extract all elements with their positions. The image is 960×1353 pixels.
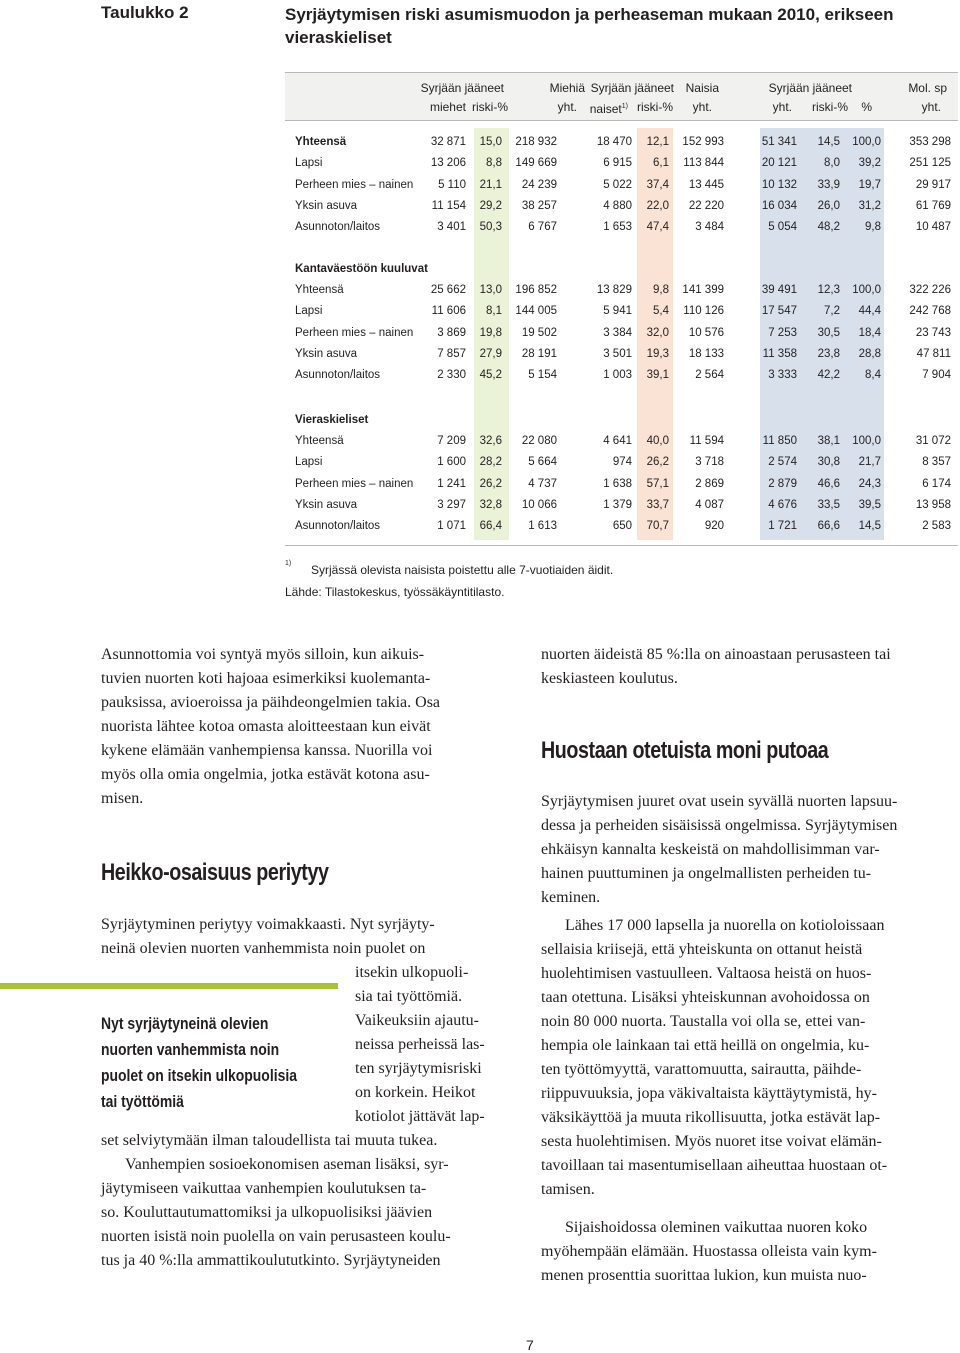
table-cell: 26,2 — [479, 477, 502, 490]
table-cell: 30,5 — [817, 326, 840, 339]
table-cell: 100,0 — [852, 136, 881, 148]
text-line: ten työttömyyttä, varattomuutta, sairautta, päihde- — [541, 1061, 862, 1078]
table-cell: 19,7 — [858, 178, 881, 191]
source-note: Lähde: Tilastokeskus, työssäkäyntitilasto. — [285, 585, 505, 599]
right-paragraph-3 — [541, 914, 887, 1202]
table-cell: 242 768 — [909, 305, 951, 318]
page-number: 7 — [526, 1337, 534, 1353]
table-cell: 70,7 — [646, 520, 669, 533]
text-line: Syrjäytymisen juuret ovat usein syvällä nuorten lapsuu- — [541, 793, 898, 810]
row-label: Asunnoton/laitos — [295, 520, 381, 533]
table-cell: 20 121 — [761, 157, 797, 170]
row-label: Yhteensä — [295, 284, 344, 296]
text-line: menen prosenttia suorittaa lukion, kun muista nuo- — [541, 1267, 867, 1284]
table-cell: 3 297 — [437, 498, 466, 511]
table-row — [0, 175, 960, 196]
text-line: myös olla omia ongelmia, jotka estävät kotona asu- — [101, 766, 430, 783]
table-cell: 27,9 — [479, 347, 502, 360]
table-top-rule — [285, 72, 958, 73]
table-row — [0, 344, 960, 365]
table-row — [0, 196, 960, 217]
table-cell: 6 767 — [528, 221, 557, 234]
table-cell: 353 298 — [909, 136, 951, 148]
table-cell: 32,0 — [646, 326, 669, 339]
row-label: Asunnoton/laitos — [295, 221, 381, 234]
table-cell: 11 850 — [762, 435, 797, 447]
right-paragraph-4 — [541, 1216, 877, 1288]
table-cell: 1 613 — [528, 520, 557, 533]
table-cell: 38 257 — [521, 199, 557, 212]
table-cell: 19,3 — [646, 347, 669, 360]
table-cell: 1 600 — [437, 456, 466, 469]
table-cell: 28 191 — [521, 347, 557, 360]
table-cell: 11 594 — [689, 435, 724, 447]
table-cell: 14,5 — [858, 520, 881, 533]
table-cell: 1 241 — [437, 477, 466, 490]
table-cell: 6 915 — [603, 157, 632, 170]
header-risk-women: riski-% — [637, 100, 673, 114]
table-cell: 149 669 — [515, 157, 557, 170]
text-line: huolehtimisen vastuulleen. Valtaosa heistä on huos- — [541, 965, 872, 982]
row-label: Perheen mies – nainen — [295, 178, 414, 191]
table-cell: 61 769 — [915, 199, 951, 212]
text-line: Vanhempien sosioekonomisen aseman lisäksi, syr- — [125, 1156, 449, 1173]
text-line: misen. — [101, 790, 144, 807]
table-row — [0, 323, 960, 344]
table-cell: 100,0 — [852, 435, 881, 447]
text-line: set selviytymään ilman taloudellista tai muuta tukea. — [101, 1132, 438, 1149]
table-row — [0, 365, 960, 386]
table-cell: 9,8 — [653, 284, 669, 296]
table-cell: 40,0 — [646, 435, 669, 447]
left-paragraph-2 — [101, 913, 435, 961]
text-line: tamisen. — [541, 1181, 595, 1198]
text-line: nuorista lähtee kotoa omasta aloitteestaan kun eivät — [101, 718, 431, 735]
left-paragraph-3 — [101, 1153, 451, 1273]
table-cell: 5 154 — [528, 369, 557, 382]
text-line: kotiolot jättävät lap- — [355, 1108, 485, 1125]
table-row — [0, 280, 960, 301]
row-label: Lapsi — [295, 157, 323, 170]
header-risk-total: riski-% — [812, 100, 848, 114]
table-cell: 196 852 — [515, 284, 557, 296]
table-cell: 28,2 — [479, 456, 502, 469]
table-cell: 4 880 — [603, 199, 632, 212]
table-cell: 7 904 — [922, 369, 951, 382]
table-cell: 42,2 — [817, 369, 840, 382]
row-label: Perheen mies – nainen — [295, 326, 414, 339]
text-line: pauksissa, avioeroissa ja päihdeongelmien takia. Osa — [101, 694, 441, 711]
text-line: hempia ole lainkaan tai että heillä on ongelmia, ku- — [541, 1037, 870, 1054]
table-cell: 50,3 — [479, 221, 502, 234]
table-cell: 12,1 — [646, 136, 669, 148]
row-label: Lapsi — [295, 456, 323, 469]
table-cell: 3 384 — [603, 326, 632, 339]
text-line: Syrjäytyminen periytyy voimakkaasti. Nyt syrjäyty- — [101, 916, 435, 933]
table-cell: 7 253 — [768, 326, 797, 339]
table-cell: 51 341 — [761, 136, 797, 148]
table-cell: 45,2 — [479, 369, 502, 382]
table-cell: 2 869 — [695, 477, 724, 490]
header-total-excluded-yht: yht. — [772, 100, 792, 114]
table-cell: 1 721 — [768, 520, 797, 533]
header-women-total-yht: yht. — [692, 100, 712, 114]
table-cell: 19 502 — [521, 326, 557, 339]
table-cell: 11 358 — [762, 347, 797, 360]
text-line: tuvien nuorten koti hajoaa esimerkiksi kuolemanta- — [101, 670, 431, 687]
left-paragraph-1 — [101, 643, 440, 811]
table-cell: 18 470 — [596, 136, 632, 148]
table-row — [0, 301, 960, 322]
table-cell: 2 564 — [695, 369, 724, 382]
row-label: Lapsi — [295, 305, 323, 318]
table-row — [0, 217, 960, 238]
text-line: nuorten äideistä 85 %:lla on ainoastaan perusasteen tai — [541, 646, 891, 663]
table-cell: 33,5 — [817, 498, 840, 511]
text-line: puolet on itsekin ulkopuolisia — [101, 1066, 297, 1085]
table-cell: 8,4 — [865, 369, 881, 382]
table-cell: 1 003 — [603, 369, 632, 382]
heading-huostaan: Huostaan otetuista moni putoaa — [541, 737, 829, 764]
table-cell: 24 239 — [521, 178, 557, 191]
table-cell: 1 638 — [603, 477, 632, 490]
table-cell: 4 087 — [695, 498, 724, 511]
pullquote — [101, 1011, 297, 1115]
table-cell: 39,2 — [858, 157, 881, 170]
table-cell: 322 226 — [909, 284, 951, 296]
header-women: naiset$^{1)}$ — [589, 102, 628, 116]
text-line: tai työttömiä — [101, 1092, 184, 1111]
table-cell: 152 993 — [682, 136, 724, 148]
table-cell: 38,1 — [817, 435, 840, 447]
table-cell: 11 606 — [431, 305, 466, 318]
table-cell: 251 125 — [909, 157, 951, 170]
text-line: Asunnottomia voi syntyä myös silloin, kun aikuis- — [101, 646, 425, 663]
text-line: Sijaishoidossa oleminen vaikuttaa nuoren koko — [565, 1219, 868, 1236]
table-cell: 31 072 — [915, 435, 951, 447]
table-cell: 13 206 — [430, 157, 466, 170]
row-label: Yksin asuva — [295, 347, 358, 360]
pullquote-accent-bar — [0, 983, 338, 989]
table-cell: 13 829 — [596, 284, 632, 296]
table-cell: 19,8 — [479, 326, 502, 339]
table-cell: 5 022 — [603, 178, 632, 191]
table-cell: 29,2 — [479, 199, 502, 212]
table-cell: 2 879 — [768, 477, 797, 490]
text-line: neinä olevien nuorten vanhemmista noin puolet on — [101, 940, 426, 957]
table-cell: 5 054 — [768, 221, 797, 234]
table-cell: 32 871 — [430, 136, 466, 148]
table-cell: 31,2 — [858, 199, 881, 212]
table-row — [0, 431, 960, 452]
text-line: tavoillaan tai masentumisellaan aiheuttaa huostaan ot- — [541, 1157, 888, 1174]
header-men-total: Miehiä — [549, 81, 585, 95]
table-cell: 25 662 — [430, 284, 466, 296]
text-line: hainen puuttuminen ja ongelmallisten perheiden tu- — [541, 865, 872, 882]
table-cell: 66,6 — [817, 520, 840, 533]
table-title: Syrjäytymisen riski asumismuodon ja perheaseman mukaan 2010, erikseen vieraskieliset — [285, 5, 894, 47]
text-line: myöhempään elämään. Huostassa olleista vain kym- — [541, 1243, 877, 1260]
text-line: ehkäisyn kannalta keskeistä on mahdollisimman var- — [541, 841, 880, 858]
table-cell: 7 857 — [437, 347, 466, 360]
table-cell: 4 641 — [603, 435, 632, 447]
text-line: sesta huolehtimisen. Myös nuoret itse voivat elämän- — [541, 1133, 882, 1150]
text-line: dessa ja perheiden sisäisissä ongelmissa. Syrjäytymisen — [541, 817, 898, 834]
table-cell: 8,8 — [486, 157, 502, 170]
table-cell: 11 154 — [431, 199, 466, 212]
table-cell: 4 737 — [528, 477, 557, 490]
table-cell: 5 110 — [438, 178, 466, 191]
table-cell: 1 071 — [437, 520, 466, 533]
table-cell: 47,4 — [646, 221, 669, 234]
table-cell: 18,4 — [858, 326, 881, 339]
table-cell: 39 491 — [761, 284, 797, 296]
table-cell: 17 547 — [761, 305, 797, 318]
text-line: Nyt syrjäytyneinä olevien — [101, 1014, 269, 1033]
header-women-footnote-ref: 1) — [621, 103, 628, 110]
table-cell: 21,1 — [479, 178, 502, 191]
table-cell: 3 484 — [695, 221, 724, 234]
table-row — [0, 495, 960, 516]
table-cell: 66,4 — [479, 520, 502, 533]
table-cell: 22 080 — [521, 435, 557, 447]
section-title: Kantaväestöön kuuluvat — [295, 263, 428, 275]
text-line: keminen. — [541, 889, 601, 906]
table-cell: 29 917 — [915, 178, 951, 191]
table-cell: 44,4 — [858, 305, 881, 318]
table-bottom-rule — [285, 545, 958, 546]
table-cell: 2 330 — [437, 369, 466, 382]
table-header-rule — [285, 120, 958, 121]
table-cell: 2 574 — [768, 456, 797, 469]
table-cell: 218 932 — [515, 136, 557, 148]
table-cell: 46,6 — [817, 477, 840, 490]
right-paragraph-1 — [541, 643, 891, 691]
table-row — [0, 452, 960, 473]
table-cell: 14,5 — [817, 136, 840, 148]
header-risk-men: riski-% — [472, 100, 508, 114]
text-line: kykene elämään vanhempiensa kanssa. Nuorilla voi — [101, 742, 433, 759]
footnote-mark: 1) — [285, 560, 292, 567]
table-cell: 113 844 — [683, 157, 724, 170]
text-line: Lähes 17 000 lapsella ja nuorella on kotioloissaan — [565, 917, 885, 934]
text-line: Vaikeuksiin ajautu- — [355, 1012, 479, 1029]
table-cell: 144 005 — [515, 305, 557, 318]
table-cell: 8,0 — [824, 157, 840, 170]
row-label: Yksin asuva — [295, 199, 358, 212]
table-cell: 48,2 — [817, 221, 840, 234]
section-title: Vieraskieliset — [295, 414, 369, 426]
text-line: itsekin ulkopuoli- — [355, 964, 469, 981]
table-cell: 7,2 — [824, 305, 840, 318]
table-cell: 13 445 — [688, 178, 724, 191]
text-line: on korkein. Heikot — [355, 1084, 476, 1101]
table-cell: 7 209 — [437, 435, 466, 447]
table-cell: 15,0 — [479, 136, 502, 148]
row-label: Perheen mies – nainen — [295, 477, 414, 490]
header-men: miehet — [429, 100, 466, 114]
table-cell: 13 958 — [915, 498, 951, 511]
row-label: Yhteensä — [295, 435, 344, 447]
left-paragraph-2-wrap — [355, 961, 518, 1129]
table-cell: 974 — [612, 456, 632, 469]
table-cell: 22,0 — [646, 199, 669, 212]
text-line: neissa perheissä las- — [355, 1036, 485, 1053]
table-cell: 3 333 — [768, 369, 797, 382]
footnote-text: Syrjässä olevista naisista poistettu alle 7-vuotiaiden äidit. — [311, 563, 614, 577]
header-both-sexes-yht: yht. — [921, 100, 941, 114]
table-cell: 3 718 — [695, 456, 724, 469]
left-paragraph-2-end — [101, 1129, 437, 1153]
row-label: Yhteensä — [295, 136, 347, 148]
table-cell: 5 941 — [603, 305, 632, 318]
table-cell: 1 379 — [603, 498, 632, 511]
table-cell: 39,5 — [858, 498, 881, 511]
table-cell: 30,8 — [817, 456, 840, 469]
table-row — [0, 153, 960, 174]
table-cell: 23 743 — [915, 326, 951, 339]
table-cell: 24,3 — [858, 477, 881, 490]
table-cell: 100,0 — [852, 284, 881, 296]
text-line: noin 80 000 nuorta. Taustalla voi olla se, ettei van- — [541, 1013, 866, 1030]
table-cell: 23,8 — [817, 347, 840, 360]
table-cell: 4 676 — [768, 498, 797, 511]
table-cell: 12,3 — [817, 284, 840, 296]
text-line: riippuvuuksia, jopa väkivaltaista käyttäytymistä, hy- — [541, 1085, 877, 1102]
table-cell: 21,7 — [858, 456, 881, 469]
table-cell: 2 583 — [922, 520, 951, 533]
table-cell: 33,9 — [817, 178, 840, 191]
text-line: nuorten vanhemmista noin — [101, 1040, 280, 1059]
text-line: tus ja 40 %:lla ammattikoulututkinto. Syrjäytyneiden — [101, 1252, 441, 1269]
text-line: jäytymiseen vaikuttaa vanhempien koulutuksen ta- — [101, 1180, 427, 1197]
table-cell: 6 174 — [922, 477, 951, 490]
text-line: keskiasteen koulutus. — [541, 670, 678, 687]
header-total-excluded: Syrjään jääneet — [768, 81, 852, 95]
header-share: % — [861, 100, 872, 114]
table-cell: 26,2 — [646, 456, 669, 469]
table-cell: 13,0 — [479, 284, 502, 296]
table-cell: 32,6 — [479, 435, 502, 447]
text-line: ten syrjäytymisriski — [355, 1060, 482, 1077]
header-men-excluded: Syrjään jääneet — [420, 81, 504, 95]
row-label: Yksin asuva — [295, 498, 358, 511]
table-cell: 5,4 — [653, 305, 669, 318]
table-cell: 22 220 — [688, 199, 724, 212]
text-line: sia tai työttömiä. — [355, 988, 463, 1005]
text-line: nuorten isistä noin puolella on vain perusasteen koulu- — [101, 1228, 451, 1245]
table-cell: 1 653 — [603, 221, 632, 234]
table-cell: 10 487 — [915, 221, 951, 234]
header-women-total: Naisia — [685, 81, 719, 95]
table-row — [0, 516, 960, 537]
table-cell: 18 133 — [688, 347, 724, 360]
table-cell: 8,1 — [486, 305, 502, 318]
table-cell: 920 — [704, 520, 724, 533]
table-row — [0, 474, 960, 495]
table-label: Taulukko 2 — [101, 3, 189, 22]
table-cell: 57,1 — [646, 477, 669, 490]
table-cell: 3 869 — [437, 326, 466, 339]
header-both-sexes: Mol. sp — [908, 81, 947, 95]
table-row — [0, 132, 960, 153]
right-paragraph-2 — [541, 790, 897, 910]
table-cell: 32,8 — [479, 498, 502, 511]
table-cell: 10 066 — [521, 498, 557, 511]
table-cell: 3 401 — [437, 221, 466, 234]
table-cell: 37,4 — [646, 178, 669, 191]
table-cell: 10 576 — [688, 326, 724, 339]
table-cell: 28,8 — [858, 347, 881, 360]
header-women-excluded: Syrjään jääneet — [590, 81, 674, 95]
table-cell: 5 664 — [528, 456, 557, 469]
table-cell: 6,1 — [653, 157, 669, 170]
text-line: taan otettuna. Lisäksi yhteiskunnan avohoidossa on — [541, 989, 870, 1006]
table-cell: 39,1 — [646, 369, 669, 382]
text-line: väksikäyttöä ja muuta rikollisuutta, jotka estävät lap- — [541, 1109, 881, 1126]
table-cell: 26,0 — [817, 199, 840, 212]
table-cell: 9,8 — [865, 221, 881, 234]
table-cell: 33,7 — [646, 498, 669, 511]
table-cell: 110 126 — [683, 305, 724, 318]
table-cell: 8 357 — [922, 456, 951, 469]
row-label: Asunnoton/laitos — [295, 369, 381, 382]
table-cell: 10 132 — [761, 178, 797, 191]
table-cell: 3 501 — [603, 347, 632, 360]
text-line: sellaisia kriisejä, että yhteiskunta on ottanut heistä — [541, 941, 863, 958]
heading-heikko-osaisuus: Heikko-osaisuus periytyy — [101, 859, 329, 886]
table-cell: 16 034 — [761, 199, 797, 212]
table-cell: 47 811 — [916, 347, 951, 360]
header-men-total-yht: yht. — [557, 100, 577, 114]
text-line: so. Kouluttautumattomiksi ja ulkopuolisiksi jäävien — [101, 1204, 433, 1221]
table-cell: 141 399 — [682, 284, 724, 296]
table-cell: 650 — [612, 520, 632, 533]
